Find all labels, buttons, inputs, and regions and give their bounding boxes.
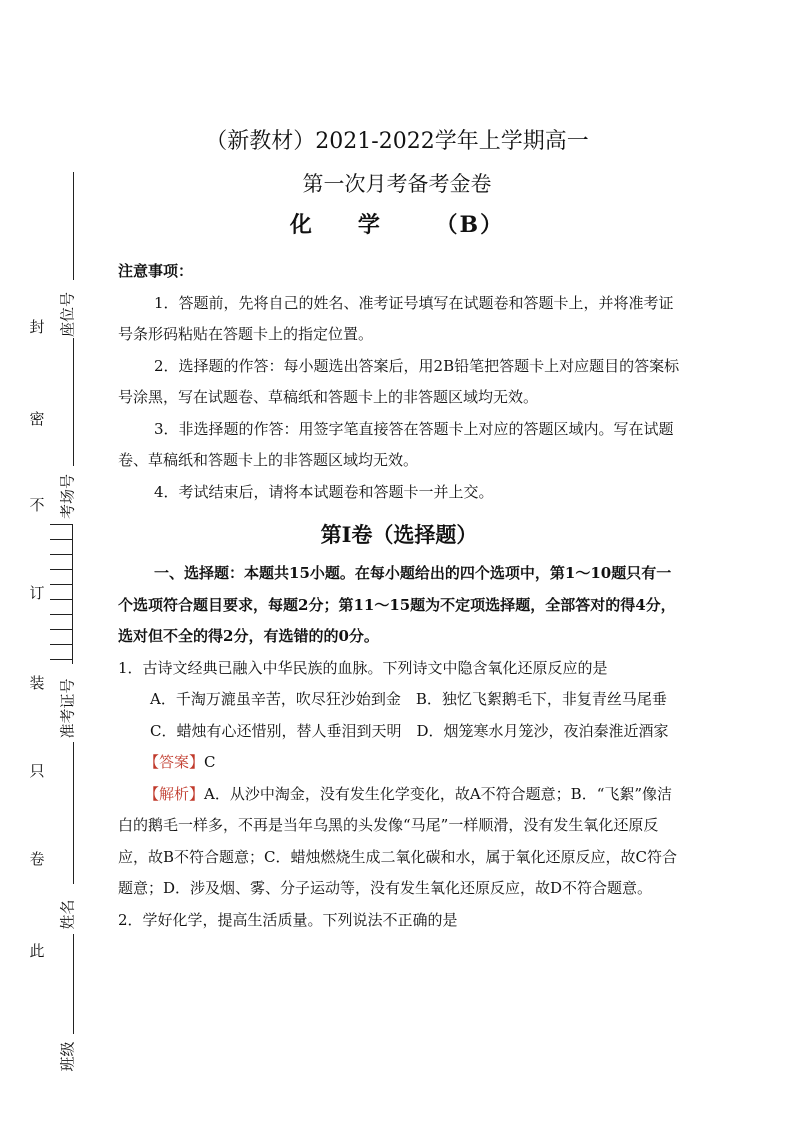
seal-char-2: 密 [29, 410, 45, 428]
question-2-stem: 2．学好化学，提高生活质量。下列说法不正确的是 [118, 910, 458, 929]
question-1-options-ab: A．千淘万漉虽辛苦，吹尽狂沙始到金 B．独忆飞絮鹅毛下，非复青丝马尾垂 [150, 690, 667, 708]
question-1-analysis [118, 779, 680, 905]
seal-char-1: 封 [29, 318, 45, 336]
section-title: 第Ⅰ卷（选择题） [320, 522, 478, 547]
section-instructions: 一、选择题：本题共15小题。在每小题给出的四个选项中，第1～10题只有一个选项符合题目要求，每题2分；第11～15题为不定项选择题，全部答对的得4分，选对但不全的得2分，有选错的的0分。 [118, 564, 676, 645]
answer-value: C [204, 753, 216, 771]
seal-char-6: 只 [29, 762, 45, 780]
exam-room-label: 考场号 [58, 474, 77, 520]
binding-line-seat [73, 338, 74, 466]
question-1-options-cd: C．蜡烛有心还惜别，替人垂泪到天明 D．烟笼寒水月笼沙，夜泊秦淮近酒家 [150, 721, 669, 740]
seal-char-3: 不 [29, 496, 45, 514]
binding-line-ticket [73, 742, 74, 884]
seal-char-7: 卷 [29, 850, 45, 868]
exam-title: （新教材）2021-2022学年上学期高一 [205, 129, 589, 154]
exam-content [118, 256, 680, 936]
ticket-number-label: 准考证号 [58, 678, 77, 739]
subject-char-2: 学 [357, 212, 382, 238]
subject-version: （B） [435, 212, 505, 238]
seal-char-4: 订 [29, 584, 45, 602]
seat-number-label: 座位号 [58, 292, 77, 338]
subject-title [0, 208, 794, 239]
answer-tag: 【答案】 [144, 753, 205, 771]
analysis-tag: 【解析】 [144, 784, 205, 803]
notice-item-3: 3．非选择题的作答：用签字笔直接答在答题卡上对应的答题区域内。写在试题卷、草稿纸和答题卡上的非答题区域均无效。 [118, 419, 674, 469]
question-1-answer [118, 747, 680, 779]
name-label: 姓名 [58, 899, 77, 930]
notice-item-4: 4．考试结束后，请将本试题卷和答题卡一并上交。 [154, 482, 494, 501]
class-label: 班级 [58, 1041, 77, 1072]
analysis-text: A．从沙中淘金，没有发生化学变化，故A不符合题意；B．“飞絮”像洁白的鹅毛一样多，不再是当年乌黑的头发像“马尾”一样顺滑，没有发生氧化还原反应，故B不符合题意；C．蜡烛燃烧生成二氧化碳和水，属于氧化还原反应，故C符合题意；D．涉及烟、雾、分子运动等，没有发生氧化还原反应，故D不符合题意。 [118, 784, 677, 897]
ticket-number-grid [50, 524, 73, 664]
seal-char-5: 装 [29, 674, 45, 692]
exam-subtitle: 第一次月考备考金卷 [302, 172, 492, 196]
subject-char-1: 化 [289, 212, 314, 238]
notice-item-1: 1．答题前，先将自己的姓名、准考证号填写在试题卷和答题卡上，并将准考证号条形码粘贴在答题卡上的指定位置。 [118, 293, 674, 343]
binding-line-name [73, 934, 74, 1034]
notice-heading: 注意事项： [118, 262, 194, 280]
question-1-stem: 1．古诗文经典已融入中华民族的血脉。下列诗文中隐含氧化还原反应的是 [118, 658, 608, 677]
seal-char-8: 此 [29, 942, 45, 960]
notice-item-2: 2．选择题的作答：每小题选出答案后，用2B铅笔把答题卡上对应题目的答案标号涂黑，写在试题卷、草稿纸和答题卡上的非答题区域均无效。 [118, 356, 680, 406]
